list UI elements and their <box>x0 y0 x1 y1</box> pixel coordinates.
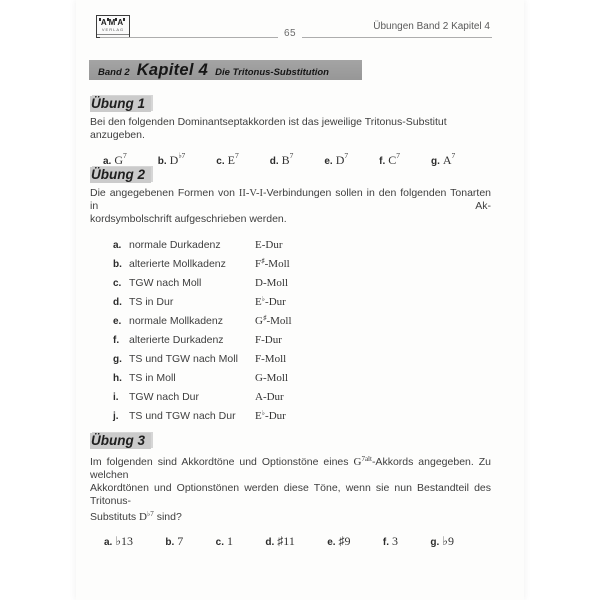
chord-symbol: $D^{♭7}$ <box>139 510 154 523</box>
chord-symbol: $D^7$ <box>335 151 348 167</box>
item-label: i. <box>113 392 119 403</box>
list-item <box>113 238 491 257</box>
tone-item <box>265 532 294 550</box>
item-label: b. <box>157 156 167 167</box>
exercise-3-instructions-line1: Im folgenden sind Akkordtöne und Optionstöne eines $G^{7alt}$-Akkords angegeben. Zu welchen <box>90 455 491 481</box>
item-label: f. <box>113 335 120 346</box>
exercise-1-title: Übung 1 <box>90 96 151 112</box>
cadence-form: TS und TGW nach Moll <box>129 353 238 365</box>
exercise-3-answer-row <box>104 532 454 550</box>
item-label: e. <box>324 156 333 167</box>
tone-item <box>104 532 133 550</box>
tone-item <box>165 532 183 550</box>
ama-verlag-logo <box>96 15 130 38</box>
key-name: F♯-Moll <box>255 257 290 270</box>
key-name: A-Dur <box>255 391 284 403</box>
header-rule-right <box>302 37 492 38</box>
cadence-form: TS in Dur <box>129 296 174 308</box>
item-label: f. <box>379 156 386 167</box>
item-label: c. <box>216 156 225 167</box>
running-header: Übungen Band 2 Kapitel 4 <box>373 21 490 32</box>
item-label: e. <box>113 316 122 327</box>
exercise-1-instructions: Bei den folgenden Dominantseptakkorden ist das jeweilige Tritonus-Substitut anzugeben. <box>90 116 447 141</box>
page-number: 65 <box>283 28 297 39</box>
cadence-form: TGW nach Moll <box>129 277 202 289</box>
logo-subtext: VERLAG <box>101 27 125 32</box>
item-label: g. <box>113 354 122 365</box>
tone-value: ♯11 <box>277 534 295 548</box>
item-label: e. <box>327 537 336 548</box>
item-label: a. <box>103 156 112 167</box>
key-name: E-Dur <box>255 239 283 251</box>
chord-symbol: $D^{♭7}$ <box>169 151 186 167</box>
item-label: g. <box>430 156 440 167</box>
chord-symbol: $B^7$ <box>281 151 294 167</box>
cadence-form: alterierte Mollkadenz <box>129 258 226 270</box>
logo-keyboard-icon: AMA <box>97 18 129 27</box>
cadence-form: TGW nach Dur <box>129 391 200 403</box>
key-name: D-Moll <box>255 277 289 289</box>
header-rule-left <box>100 37 278 38</box>
list-item <box>113 257 491 276</box>
list-item <box>113 276 491 295</box>
chapter-subtitle: Die Tritonus-Substitution <box>215 67 329 78</box>
list-item <box>113 295 491 314</box>
list-item <box>113 409 491 428</box>
list-item <box>113 333 491 352</box>
cadence-form: normale Durkadenz <box>129 239 221 251</box>
chord-symbol: $C^7$ <box>388 151 400 167</box>
chord-symbol: $E^7$ <box>227 151 239 167</box>
tone-item <box>430 532 454 550</box>
item-label: f. <box>382 537 390 548</box>
chord-symbol: $A^7$ <box>442 151 455 167</box>
cadence-list <box>90 238 491 428</box>
tone-item <box>383 532 398 550</box>
exercise-2-instructions-line1: Die angegebenen Formen von II-V-I-Verbindungen sollen in den folgenden Tonarten in Ak- <box>90 187 491 212</box>
exercise-2-instructions-line2: kordsymbolschrift aufgeschrieben werden. <box>90 213 287 225</box>
chapter-title-bar <box>89 60 362 80</box>
item-label: c. <box>215 537 224 548</box>
key-name: G♯-Moll <box>255 314 292 327</box>
item-label: j. <box>113 411 119 422</box>
exercise-2-title: Übung 2 <box>90 167 151 183</box>
roman-numerals: II-V-I <box>238 188 264 199</box>
key-name: F-Moll <box>255 353 287 365</box>
chord-symbol: $G^{7alt}$ <box>353 455 372 468</box>
list-item <box>113 314 491 333</box>
key-name: E♭-Dur <box>255 295 286 308</box>
item-label: a. <box>104 537 113 548</box>
exercise-3-instructions-line3: Substituts $D^{♭7}$ sind? <box>90 510 182 523</box>
chapter-band-label: Band 2 <box>98 67 130 78</box>
list-item <box>113 390 491 409</box>
tone-value: ♭13 <box>115 534 134 548</box>
item-label: b. <box>113 259 122 270</box>
item-label: c. <box>113 278 122 289</box>
item-label: d. <box>265 537 275 548</box>
list-item <box>113 352 491 371</box>
key-name: E♭-Dur <box>255 409 286 422</box>
item-label: a. <box>113 240 122 251</box>
exercise-3-instructions-line2: Akkordtönen und Optionstönen werden diese Töne, wenn sie nun Bestandteil des Tritonus- <box>90 482 491 507</box>
chord-symbol: $G^7$ <box>114 151 127 167</box>
item-label: d. <box>113 297 122 308</box>
exercise-1-section <box>90 95 491 169</box>
tone-value: 7 <box>177 534 184 548</box>
item-label: b. <box>165 537 175 548</box>
item-label: g. <box>430 537 440 548</box>
cadence-form: alterierte Durkadenz <box>129 334 224 346</box>
cadence-form: normale Mollkadenz <box>129 315 223 327</box>
exercise-2-section <box>90 166 491 428</box>
list-item <box>113 371 491 390</box>
exercise-3-title: Übung 3 <box>90 433 151 449</box>
item-label: h. <box>113 373 122 384</box>
chapter-number-label: Kapitel 4 <box>136 61 209 79</box>
item-label: d. <box>269 156 279 167</box>
key-name: F-Dur <box>255 334 282 346</box>
cadence-form: TS in Moll <box>129 372 176 384</box>
tone-item <box>216 532 233 550</box>
tone-item <box>327 532 350 550</box>
tone-value: 3 <box>392 534 399 548</box>
key-name: G-Moll <box>255 372 289 384</box>
tone-value: ♯9 <box>338 534 351 548</box>
exercise-3-section <box>90 432 491 550</box>
cadence-form: TS und TGW nach Dur <box>129 410 236 422</box>
tone-value: 1 <box>227 534 233 548</box>
tone-value: ♭9 <box>442 534 454 548</box>
